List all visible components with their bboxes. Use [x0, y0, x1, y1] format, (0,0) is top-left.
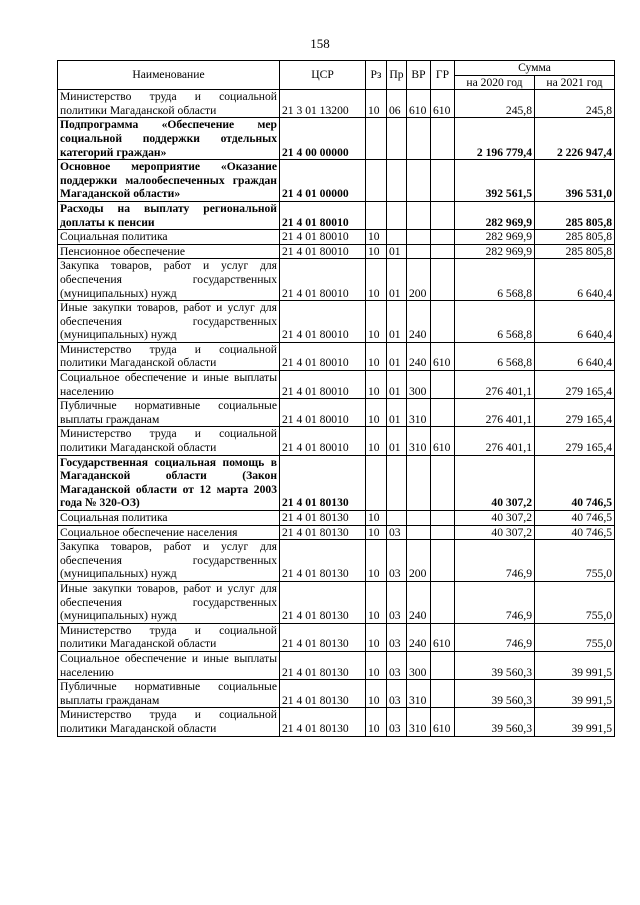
header-gr: ГР — [431, 61, 455, 90]
row-gr-code: 610 — [431, 90, 455, 118]
row-vr-code — [407, 455, 431, 510]
row-name: Публичные нормативные социальные выплаты гражданам — [58, 680, 280, 708]
row-csr-code: 21 4 01 80130 — [280, 651, 366, 679]
row-sum-2020: 746,9 — [455, 623, 535, 651]
row-name: Социальное обеспечение и иные выплаты населению — [58, 651, 280, 679]
row-sum-2020: 746,9 — [455, 581, 535, 623]
row-sum-2021: 39 991,5 — [535, 680, 615, 708]
row-pr-code: 03 — [387, 581, 407, 623]
table-row — [58, 259, 615, 301]
table-row — [58, 427, 615, 455]
table-row — [58, 680, 615, 708]
row-rz-code: 10 — [366, 342, 387, 370]
row-name: Социальная политика — [58, 511, 280, 526]
row-sum-2020: 276 401,1 — [455, 427, 535, 455]
row-name: Пенсионное обеспечение — [58, 244, 280, 259]
row-csr-code: 21 4 01 80010 — [280, 342, 366, 370]
table-row — [58, 581, 615, 623]
row-sum-2021: 755,0 — [535, 540, 615, 582]
table-row — [58, 399, 615, 427]
row-sum-2020: 40 307,2 — [455, 511, 535, 526]
row-name: Государственная социальная помощь в Магаданской области (Закон Магаданской области от 12 марта 2003 года № 320-ОЗ) — [58, 455, 280, 510]
row-sum-2020: 39 560,3 — [455, 708, 535, 736]
row-pr-code: 03 — [387, 680, 407, 708]
row-pr-code — [387, 511, 407, 526]
row-name: Закупка товаров, работ и услуг для обеспечения государственных (муниципальных) нужд — [58, 540, 280, 582]
row-name: Подпрограмма «Обеспечение мер социальной поддержки отдельных категорий граждан» — [58, 118, 280, 160]
table-row — [58, 244, 615, 259]
row-pr-code: 03 — [387, 651, 407, 679]
row-pr-code — [387, 230, 407, 245]
row-csr-code: 21 4 01 80010 — [280, 399, 366, 427]
row-sum-2021: 285 805,8 — [535, 244, 615, 259]
row-pr-code — [387, 201, 407, 229]
row-rz-code: 10 — [366, 581, 387, 623]
row-csr-code: 21 4 01 00000 — [280, 160, 366, 202]
header-sum: Сумма — [455, 61, 615, 76]
row-vr-code — [407, 244, 431, 259]
row-pr-code — [387, 118, 407, 160]
row-sum-2021: 285 805,8 — [535, 201, 615, 229]
row-vr-code: 240 — [407, 301, 431, 343]
row-pr-code — [387, 160, 407, 202]
row-gr-code — [431, 201, 455, 229]
budget-table — [57, 60, 615, 737]
row-sum-2020: 282 969,9 — [455, 230, 535, 245]
row-vr-code — [407, 160, 431, 202]
row-sum-2020: 6 568,8 — [455, 301, 535, 343]
row-pr-code: 01 — [387, 371, 407, 399]
header-year-2020: на 2020 год — [455, 75, 535, 90]
row-rz-code: 10 — [366, 651, 387, 679]
table-row — [58, 118, 615, 160]
row-csr-code: 21 4 01 80010 — [280, 427, 366, 455]
table-header — [58, 61, 615, 90]
row-gr-code — [431, 301, 455, 343]
row-rz-code: 10 — [366, 708, 387, 736]
row-name: Расходы на выплату региональной доплаты к пенсии — [58, 201, 280, 229]
row-rz-code: 10 — [366, 511, 387, 526]
row-name: Иные закупки товаров, работ и услуг для обеспечения государственных (муниципальных) нужд — [58, 301, 280, 343]
row-gr-code: 610 — [431, 342, 455, 370]
row-sum-2020: 6 568,8 — [455, 342, 535, 370]
row-rz-code: 10 — [366, 399, 387, 427]
row-name: Министерство труда и социальной политики Магаданской области — [58, 90, 280, 118]
row-gr-code — [431, 160, 455, 202]
row-rz-code — [366, 201, 387, 229]
row-gr-code — [431, 371, 455, 399]
row-csr-code: 21 4 01 80130 — [280, 540, 366, 582]
row-sum-2020: 282 969,9 — [455, 201, 535, 229]
row-gr-code: 610 — [431, 708, 455, 736]
row-csr-code: 21 4 01 80130 — [280, 680, 366, 708]
row-vr-code — [407, 511, 431, 526]
row-sum-2021: 6 640,4 — [535, 342, 615, 370]
row-gr-code — [431, 651, 455, 679]
row-gr-code — [431, 230, 455, 245]
row-rz-code: 10 — [366, 525, 387, 540]
table-row — [58, 160, 615, 202]
table-row — [58, 455, 615, 510]
row-sum-2020: 2 196 779,4 — [455, 118, 535, 160]
row-gr-code — [431, 118, 455, 160]
row-pr-code: 01 — [387, 342, 407, 370]
row-pr-code: 01 — [387, 399, 407, 427]
table-row — [58, 90, 615, 118]
row-vr-code — [407, 525, 431, 540]
table-row — [58, 230, 615, 245]
table-row — [58, 708, 615, 736]
row-name: Публичные нормативные социальные выплаты гражданам — [58, 399, 280, 427]
row-rz-code: 10 — [366, 371, 387, 399]
row-sum-2021: 6 640,4 — [535, 259, 615, 301]
row-csr-code: 21 4 01 80010 — [280, 244, 366, 259]
table-body — [58, 90, 615, 736]
header-rz: Рз — [366, 61, 387, 90]
row-pr-code: 03 — [387, 623, 407, 651]
row-csr-code: 21 4 01 80010 — [280, 230, 366, 245]
row-sum-2020: 276 401,1 — [455, 371, 535, 399]
row-csr-code: 21 4 01 80010 — [280, 371, 366, 399]
row-sum-2020: 746,9 — [455, 540, 535, 582]
row-csr-code: 21 4 01 80010 — [280, 201, 366, 229]
row-pr-code: 03 — [387, 708, 407, 736]
row-csr-code: 21 3 01 13200 — [280, 90, 366, 118]
row-gr-code — [431, 680, 455, 708]
row-rz-code: 10 — [366, 230, 387, 245]
row-sum-2020: 6 568,8 — [455, 259, 535, 301]
row-gr-code — [431, 525, 455, 540]
row-sum-2021: 2 226 947,4 — [535, 118, 615, 160]
row-name: Иные закупки товаров, работ и услуг для обеспечения государственных (муниципальных) нужд — [58, 581, 280, 623]
row-gr-code — [431, 455, 455, 510]
row-rz-code: 10 — [366, 259, 387, 301]
row-name: Министерство труда и социальной политики Магаданской области — [58, 623, 280, 651]
row-rz-code — [366, 455, 387, 510]
table-row — [58, 651, 615, 679]
table-row — [58, 301, 615, 343]
row-name: Социальная политика — [58, 230, 280, 245]
row-sum-2021: 279 165,4 — [535, 427, 615, 455]
row-vr-code: 300 — [407, 371, 431, 399]
row-vr-code: 310 — [407, 399, 431, 427]
table-row — [58, 371, 615, 399]
row-csr-code: 21 4 01 80010 — [280, 259, 366, 301]
row-rz-code: 10 — [366, 244, 387, 259]
row-sum-2021: 755,0 — [535, 581, 615, 623]
row-vr-code — [407, 201, 431, 229]
row-csr-code: 21 4 01 80010 — [280, 301, 366, 343]
row-csr-code: 21 4 01 80130 — [280, 581, 366, 623]
row-vr-code: 240 — [407, 581, 431, 623]
row-pr-code: 03 — [387, 540, 407, 582]
row-pr-code: 01 — [387, 259, 407, 301]
row-name: Закупка товаров, работ и услуг для обеспечения государственных (муниципальных) нужд — [58, 259, 280, 301]
row-vr-code: 310 — [407, 708, 431, 736]
row-sum-2020: 39 560,3 — [455, 680, 535, 708]
row-rz-code — [366, 118, 387, 160]
row-gr-code — [431, 511, 455, 526]
row-vr-code: 300 — [407, 651, 431, 679]
header-year-2021: на 2021 год — [535, 75, 615, 90]
row-vr-code: 200 — [407, 259, 431, 301]
row-gr-code — [431, 259, 455, 301]
row-sum-2020: 40 307,2 — [455, 525, 535, 540]
row-sum-2021: 40 746,5 — [535, 525, 615, 540]
row-gr-code: 610 — [431, 623, 455, 651]
page-number: 158 — [310, 36, 330, 51]
row-name: Основное мероприятие «Оказание поддержки малообеспеченных граждан Магаданской области» — [58, 160, 280, 202]
row-csr-code: 21 4 01 80130 — [280, 708, 366, 736]
row-sum-2020: 282 969,9 — [455, 244, 535, 259]
row-rz-code: 10 — [366, 680, 387, 708]
row-pr-code — [387, 455, 407, 510]
row-gr-code: 610 — [431, 427, 455, 455]
row-vr-code: 310 — [407, 680, 431, 708]
header-csr: ЦСР — [280, 61, 366, 90]
row-rz-code: 10 — [366, 623, 387, 651]
row-name: Министерство труда и социальной политики Магаданской области — [58, 342, 280, 370]
row-name: Социальное обеспечение населения — [58, 525, 280, 540]
row-vr-code: 200 — [407, 540, 431, 582]
row-sum-2021: 40 746,5 — [535, 455, 615, 510]
row-sum-2020: 245,8 — [455, 90, 535, 118]
row-rz-code: 10 — [366, 540, 387, 582]
row-vr-code — [407, 118, 431, 160]
row-sum-2020: 276 401,1 — [455, 399, 535, 427]
row-pr-code: 01 — [387, 301, 407, 343]
header-name: Наименование — [58, 61, 280, 90]
row-sum-2021: 396 531,0 — [535, 160, 615, 202]
row-csr-code: 21 4 01 80130 — [280, 455, 366, 510]
row-sum-2021: 279 165,4 — [535, 399, 615, 427]
row-sum-2021: 279 165,4 — [535, 371, 615, 399]
row-gr-code — [431, 244, 455, 259]
row-sum-2021: 6 640,4 — [535, 301, 615, 343]
row-pr-code: 01 — [387, 427, 407, 455]
table-row — [58, 511, 615, 526]
row-vr-code: 240 — [407, 342, 431, 370]
row-rz-code: 10 — [366, 427, 387, 455]
row-csr-code: 21 4 01 80130 — [280, 525, 366, 540]
row-sum-2020: 40 307,2 — [455, 455, 535, 510]
row-gr-code — [431, 581, 455, 623]
row-sum-2021: 39 991,5 — [535, 651, 615, 679]
header-pr: Пр — [387, 61, 407, 90]
row-csr-code: 21 4 01 80130 — [280, 623, 366, 651]
header-vr: ВР — [407, 61, 431, 90]
table-row — [58, 342, 615, 370]
row-vr-code: 610 — [407, 90, 431, 118]
row-vr-code: 310 — [407, 427, 431, 455]
row-pr-code: 01 — [387, 244, 407, 259]
row-sum-2020: 392 561,5 — [455, 160, 535, 202]
row-pr-code: 03 — [387, 525, 407, 540]
row-vr-code — [407, 230, 431, 245]
row-csr-code: 21 4 01 80130 — [280, 511, 366, 526]
row-sum-2021: 40 746,5 — [535, 511, 615, 526]
row-name: Министерство труда и социальной политики Магаданской области — [58, 427, 280, 455]
row-sum-2021: 755,0 — [535, 623, 615, 651]
row-vr-code: 240 — [407, 623, 431, 651]
row-sum-2020: 39 560,3 — [455, 651, 535, 679]
row-pr-code: 06 — [387, 90, 407, 118]
table-row — [58, 201, 615, 229]
row-sum-2021: 39 991,5 — [535, 708, 615, 736]
table-row — [58, 525, 615, 540]
row-name: Министерство труда и социальной политики Магаданской области — [58, 708, 280, 736]
table-row — [58, 623, 615, 651]
row-sum-2021: 285 805,8 — [535, 230, 615, 245]
row-rz-code: 10 — [366, 90, 387, 118]
row-gr-code — [431, 399, 455, 427]
table-row — [58, 540, 615, 582]
row-csr-code: 21 4 00 00000 — [280, 118, 366, 160]
row-gr-code — [431, 540, 455, 582]
row-name: Социальное обеспечение и иные выплаты населению — [58, 371, 280, 399]
row-rz-code — [366, 160, 387, 202]
row-sum-2021: 245,8 — [535, 90, 615, 118]
row-rz-code: 10 — [366, 301, 387, 343]
